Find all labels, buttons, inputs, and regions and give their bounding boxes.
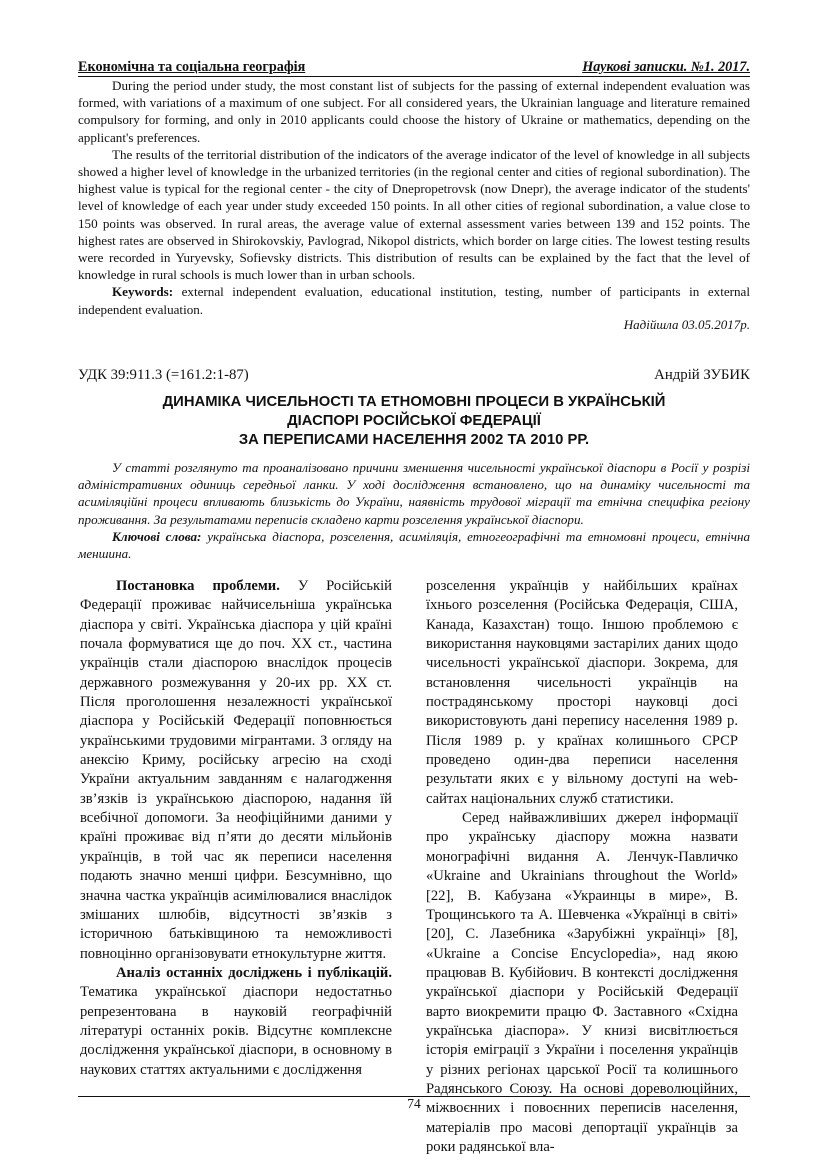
article-title: [78, 393, 750, 450]
keywords-text: external independent evaluation, educational institution, testing, number of participants in external independent evaluation.: [78, 284, 750, 317]
section-text-literature-continued: розселення українців у найбільших країнах їхнього розселення (Російська Федерація, США, Канада, Казахстан) тощо. Іншою проблемою є використання науковцями застарілих даних щодо чисельності української діаспори. Зокрема, для встановлення чисельності українців на пострадянському просторі науковці досі використовують дані перепису населення 1989 р. Після 1989 р. у країнах колишнього СРСР проведено один-два переписи населення результати яких є у вільному доступі на web-сайтах національних служб статистики.: [426, 578, 738, 807]
title-line-2: ДІАСПОРІ РОСІЙСЬКОЇ ФЕДЕРАЦІЇ: [287, 413, 541, 429]
left-column: [80, 577, 392, 1080]
title-line-1: ДИНАМІКА ЧИСЕЛЬНОСТІ ТА ЕТНОМОВНІ ПРОЦЕСИ В УКРАЇНСЬКІЙ: [162, 394, 666, 410]
annotation-keywords-text: українська діаспора, розселення, асиміляція, етногеографічні та етномовні процеси, етнічна меншина.: [78, 528, 750, 562]
right-column: [426, 577, 738, 1157]
annotation-text: У статті розглянуто та проаналізовано причини зменшення чисельності української діаспори в Росії у розрізі адміністративних одиниць середньої ланки. У ході дослідження встановлено, що на динаміку чисельності та асиміляційні процеси впливають близькість до України, наявність трудової міграції та етнічна специфіка регіону проживання. За результатами переписів складено карти розселення української діаспори.: [78, 460, 750, 527]
header-section-name: Економічна та соціальна географія: [78, 59, 306, 75]
abstract-keywords: [78, 283, 750, 317]
section-problem-statement: [80, 577, 392, 964]
ukrainian-annotation: [78, 459, 750, 562]
section-text-problem: У Російській Федерації проживає найчисельніша українська діаспора у світі. Українська діаспора у цій країні почала формуватися ще до поч. ХХ ст., частина українців стали діаспорою внаслідок процесів державного розмежування у 20-их рр. ХХ ст. Після проголошення незалежності української діаспора у Російській Федерації поповнюється українськими трудовими мігрантами. З огляду на анексію Криму, російську агресію на сході України актуальним завданням є налагодження зв’язків із українською діаспорою, надання їй всебічної допомоги. За неофіційними даними у країні проживає від п’яти до десяти мільйонів українців, в той час як переписи населення подають значно менші цифри. Безсумнівно, що значна частка українців асимілювалися внаслідок змішаних шлюбів, відсутності зв’язків з історичною батьківщиною та неможливості повноцінно організовувати етнокультурне життя.: [80, 578, 392, 962]
paragraph-sources: Серед найважливіших джерел інформації про українську діаспору можна назвати монографічні видання А. Ленчук-Павличко «Ukraine and Ukrainians throughout the World» [22], В. Кабузана «Украинцы в мире», В. Трощинського та А. Шевченка «Українці в світі» [20], С. Лазебника «Зарубіжні українці» [8], «Ukraine a Concise Encyclopedia», над якою працював В. Кубійович. В контексті дослідження української діаспори у Російській Федерації варто виокремити працю Ф. Заставного «Східна українська діаспора». У книзі висвітлюється історія еміграції з України і поселення українців у різних регіонах царської Росії та колишнього Радянського Союзу. На основі дореволюційних, міжвоєнних і повоєнних переписів населення, матеріалів про масові депортації українців за роки радянської вла-: [426, 810, 738, 1155]
section-heading-literature: Аналіз останніх досліджень і публікацій.: [116, 964, 392, 981]
author-name: Андрій ЗУБИК: [654, 367, 750, 383]
journal-page: [78, 0, 750, 1169]
section-text-literature: Тематика української діаспори недостатньо репрезентована в науковій географічній літературі останніх років. Відсутнє комплексне дослідження української діаспори, в основному в наукових статтях актуальними є дослідження: [80, 984, 392, 1078]
keywords-label: Keywords:: [112, 284, 174, 300]
title-line-3: ЗА ПЕРЕПИСАМИ НАСЕЛЕННЯ 2002 ТА 2010 РР.: [238, 432, 590, 448]
english-abstract: [78, 77, 750, 318]
section-literature-review: [80, 964, 392, 1080]
running-header: [78, 56, 750, 77]
abstract-paragraph-2: The results of the territorial distribution of the indicators of the average indicator of the level of knowledge in all subjects showed a higher level of knowledge in the urbanized territories (in the regional center and cities of regional subordination). The highest value is typical for the regional center - the city of Dnepropetrovsk (now Dnepr), the average indicator of the students' level of knowledge of each year under study exceeded 150 points. In all other cities of regional subordination, a value close to 150 points was observed. In rural areas, the average value of external assessment varies between 139 and 152 points. The highest rates are observed in Shirokovskiy, Pavlograd, Nikopol districts, which border on large cities. The lowest testing results were recorded in Yuryevsky, Sofievsky districts. This distribution of results can be explained by the fact that the level of knowledge in rural schools is much lower than in urban schools.: [78, 146, 750, 283]
page-number: 74: [407, 1096, 421, 1111]
section-heading-problem: Постановка проблеми.: [116, 578, 280, 594]
header-journal-issue: Наукові записки. №1. 2017.: [582, 59, 750, 75]
annotation-keywords-label: Ключові слова:: [112, 528, 202, 544]
annotation-keywords: [78, 528, 750, 562]
udc-code: УДК 39:911.3 (=161.2:1-87): [78, 367, 249, 383]
received-date: Надійшла 03.05.2017р.: [623, 317, 750, 332]
abstract-paragraph-1: During the period under study, the most constant list of subjects for the passing of external independent evaluation was formed, with variations of a maximum of one subject. For all considered years, the Ukrainian language and literature remained compulsory for forming, and only in 2010 applicants could choose the history of Ukraine or mathematics, depending on the applicant's preferences.: [78, 78, 750, 145]
